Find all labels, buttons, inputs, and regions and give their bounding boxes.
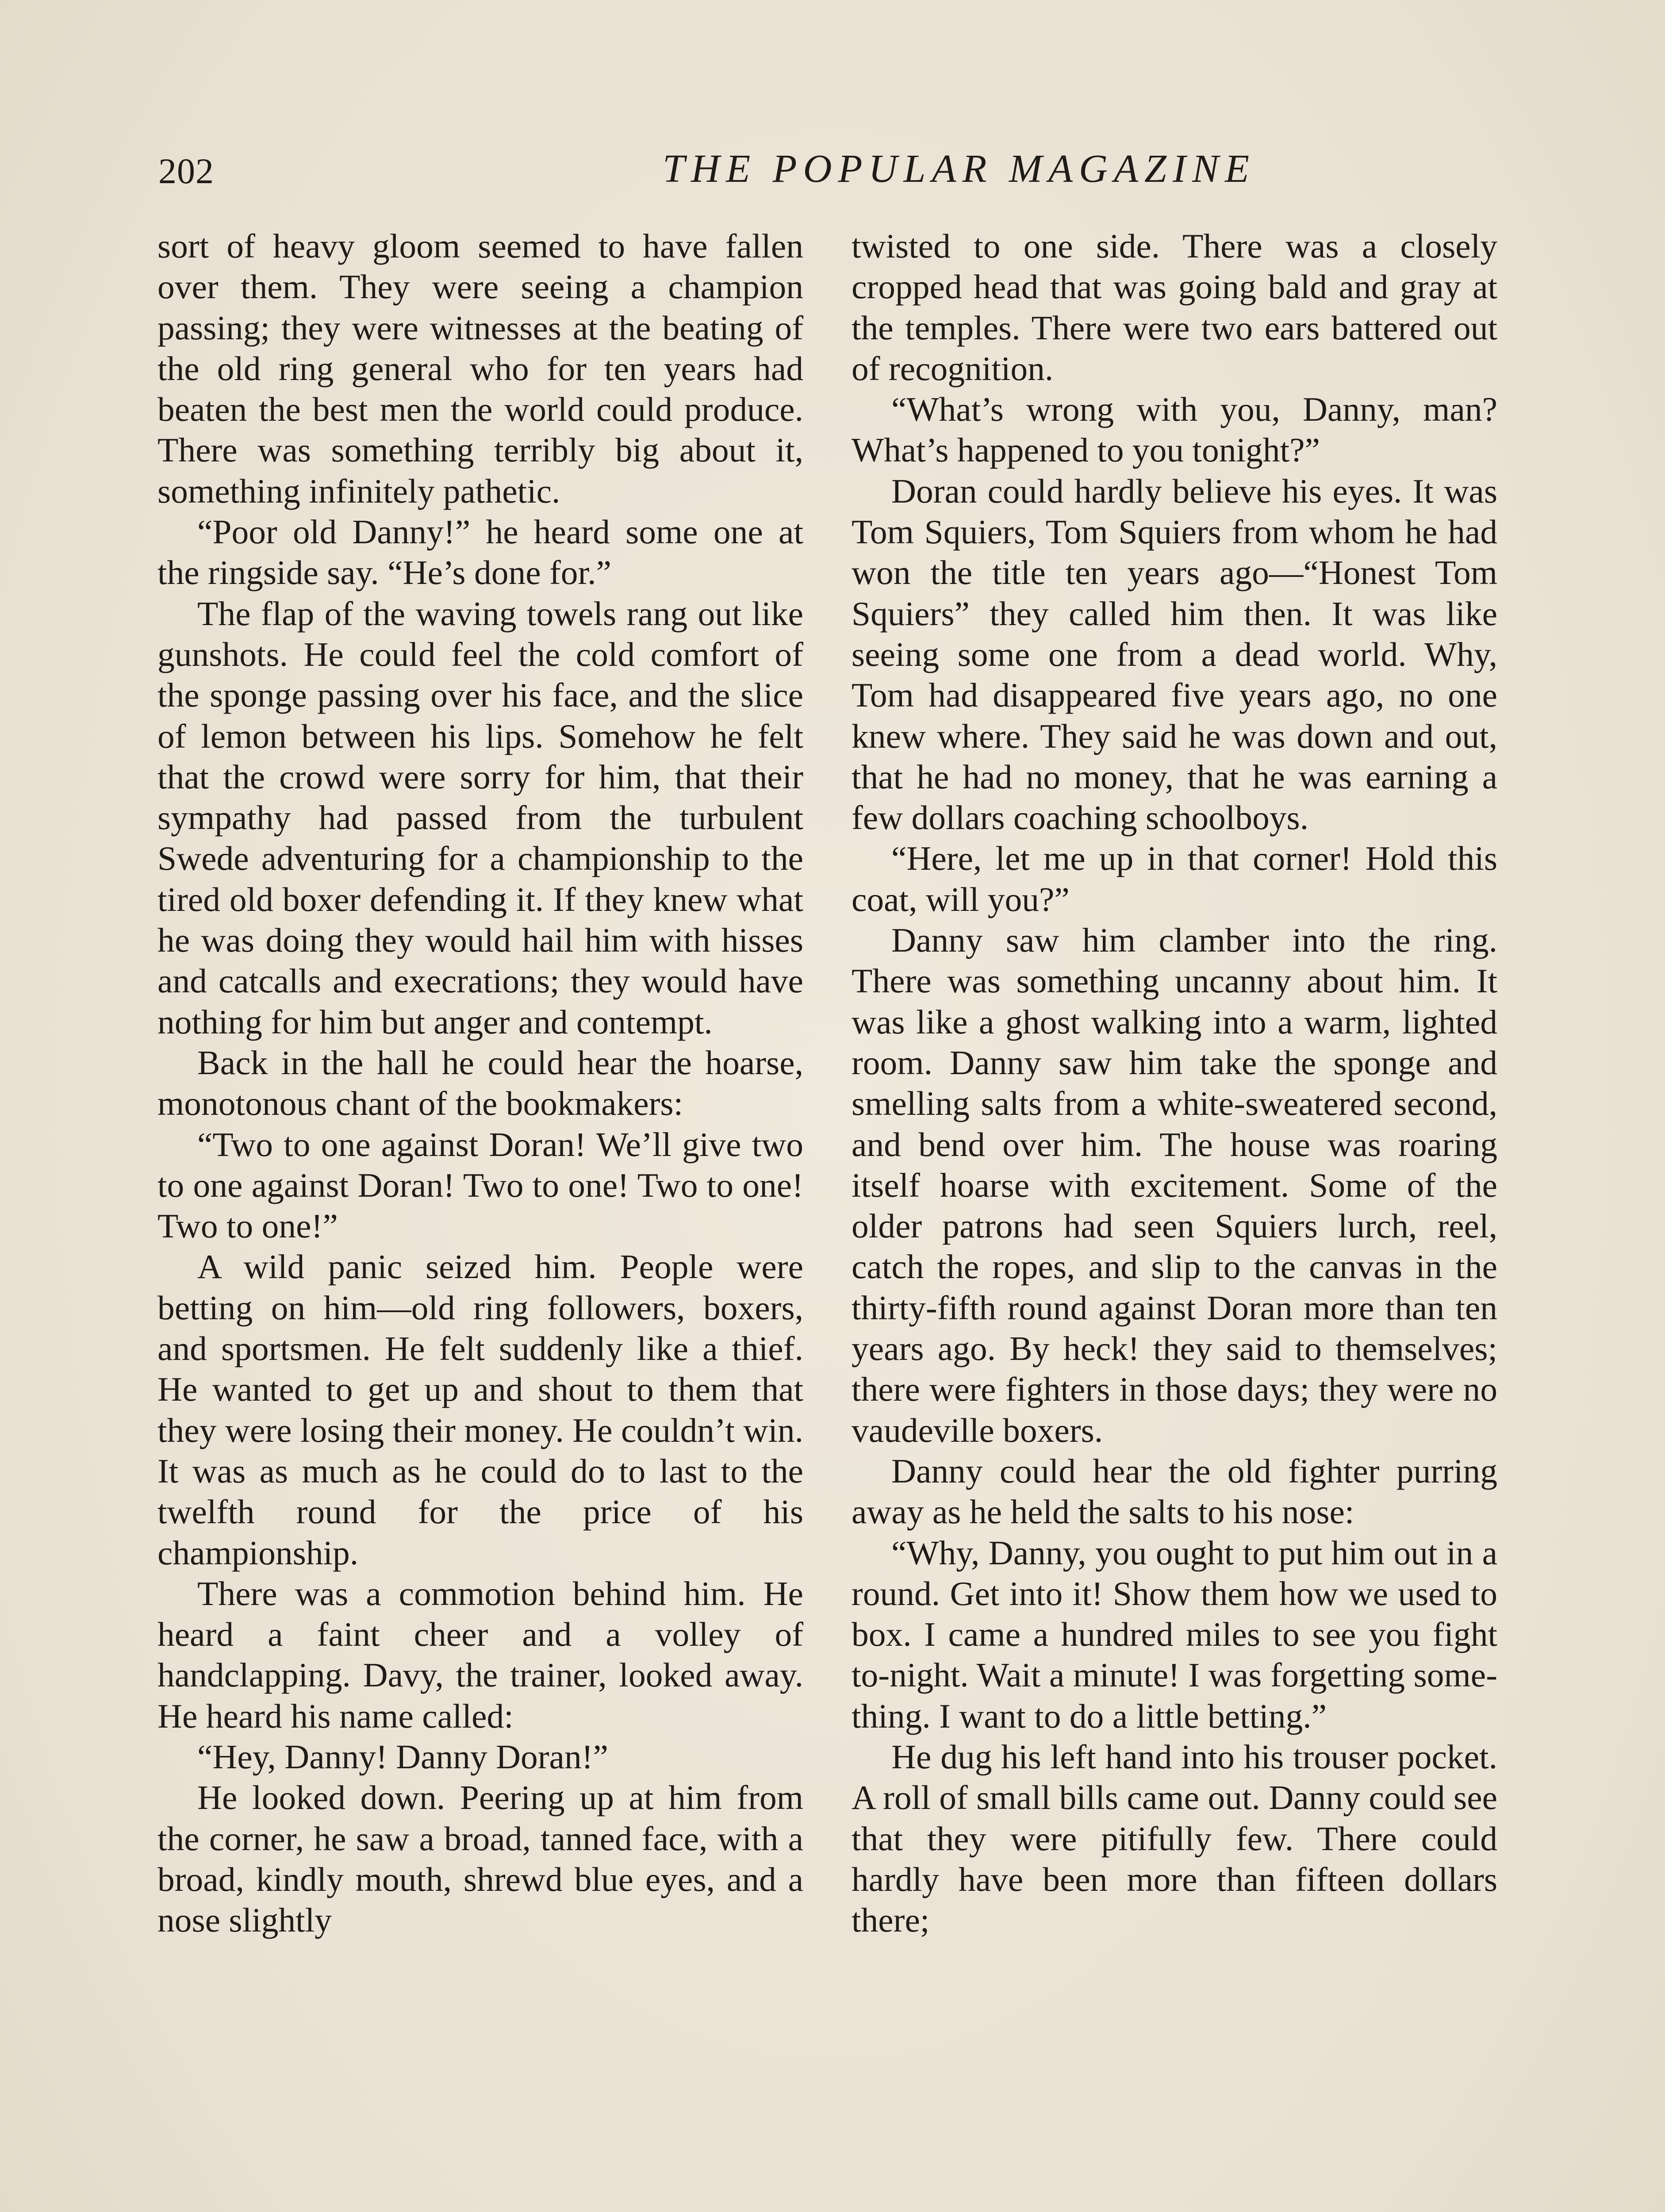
paragraph: “Two to one against Doran! We’ll give two to one against Doran! Two to one! Two to one! Two to one!” bbox=[157, 1125, 803, 1245]
paragraph: Danny saw him clamber into the ring. There was something uncanny about him. It was like a ghost walking into a warm, lighted room. Danny saw him take the sponge and smelling salts from a white-sweatered second, and bend over him. The house was roaring itself hoarse with excitement. Some of the older patrons had seen Squiers lurch, reel, catch the ropes, and slip to the canvas in the thirty-fifth round against Doran more than ten years ago. By heck! they said to themselves; there were fighters in those days; they were no vaudeville boxers. bbox=[852, 921, 1497, 1449]
running-title: THE POPULAR MAGAZINE bbox=[663, 147, 1255, 191]
paragraph: sort of heavy gloom seemed to have fallen over them. They were seeing a champion passing; they were witnesses at the beating of the old ring general who for ten years had beaten the best men the world could produce. There was something terribly big about it, something infinitely pathetic. bbox=[157, 227, 803, 510]
paragraph: twisted to one side. There was a closely cropped head that was going bald and gray at the temples. There were two ears battered out of recognition. bbox=[852, 227, 1497, 388]
paragraph: “Why, Danny, you ought to put him out in a round. Get into it! Show them how we used to box. I came a hundred miles to see you fight to-night. Wait a minute! I was forgetting something. I want to do a little betting.” bbox=[852, 1533, 1497, 1735]
right-column bbox=[852, 226, 1497, 1940]
paragraph: He looked down. Peering up at him from the corner, he saw a broad, tanned face, with a broad, kindly mouth, shrewd blue eyes, and a nose slightly bbox=[157, 1778, 803, 1939]
paragraph: The flap of the waving towels rang out like gunshots. He could feel the cold comfort of the sponge passing over his face, and the slice of lemon between his lips. Somehow he felt that the crowd were sorry for him, that their sympathy had passed from the turbulent Swede adventuring for a championship to the tired old boxer defending it. If they knew what he was doing they would hail him with hisses and catcalls and execrations; they would have nothing for him but anger and contempt. bbox=[157, 594, 803, 1041]
paragraph: “What’s wrong with you, Danny, man? What’s happened to you tonight?” bbox=[852, 390, 1497, 469]
paragraph: “Hey, Danny! Danny Doran!” bbox=[197, 1737, 608, 1776]
page-header bbox=[158, 146, 1538, 212]
paragraph: There was a commotion behind him. He heard a faint cheer and a volley of handclapping. Davy, the trainer, looked away. He heard his name called: bbox=[157, 1574, 803, 1735]
paragraph: “Here, let me up in that corner! Hold this coat, will you?” bbox=[852, 839, 1497, 918]
paragraph: Danny could hear the old fighter purring away as he held the salts to his nose: bbox=[852, 1452, 1497, 1531]
paragraph: He dug his left hand into his trouser pocket. A roll of small bills came out. Danny could see that they were pitifully few. There could hardly have been more than fifteen dollars there; bbox=[852, 1737, 1497, 1939]
paragraph: Back in the hall he could hear the hoarse, monotonous chant of the bookmakers: bbox=[157, 1043, 803, 1123]
paragraph: Doran could hardly believe his eyes. It was Tom Squiers, Tom Squiers from whom he had won the title ten years ago—“Honest Tom Squiers” they called him then. It was like seeing some one from a dead world. Why, Tom had disappeared five years ago, no one knew where. They said he was down and out, that he had no money, that he was earning a few dollars coaching schoolboys. bbox=[852, 472, 1497, 837]
paragraph: A wild panic seized him. People were betting on him—old ring followers, boxers, and sportsmen. He felt suddenly like a thief. He wanted to get up and shout to them that they were losing their money. He couldn’t win. It was as much as he could do to last to the twelfth round for the price of his championship. bbox=[157, 1248, 803, 1572]
left-column bbox=[157, 226, 803, 1940]
paragraph: “Poor old Danny!” he heard some one at the ringside say. “He’s done for.” bbox=[157, 513, 803, 592]
page-number: 202 bbox=[158, 151, 214, 191]
